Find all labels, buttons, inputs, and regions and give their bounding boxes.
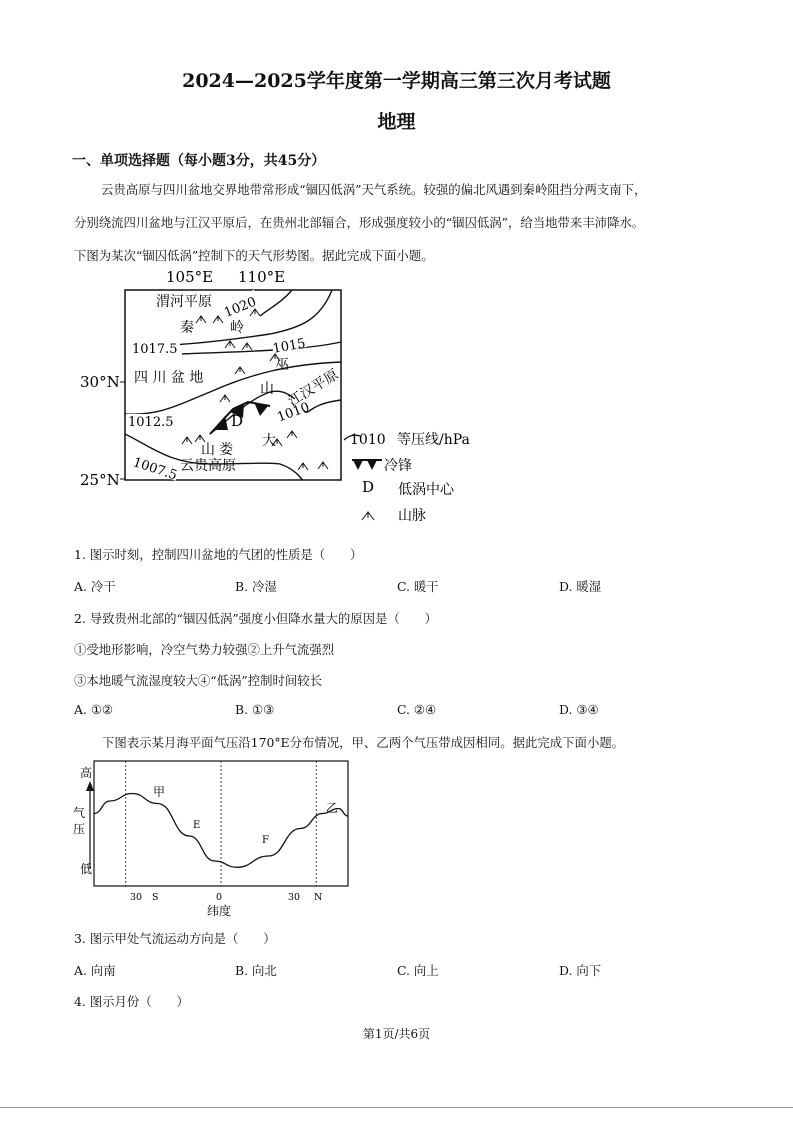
tick-n: N: [314, 892, 323, 903]
passage1-line3: 下图为某次“锢囚低涡”控制下的天气形势图。据此完成下面小题。: [74, 248, 434, 263]
y-label-low: 低: [80, 862, 93, 876]
lon-110: 110°E: [238, 268, 286, 286]
q3-option-c[interactable]: C. 向上: [397, 963, 439, 978]
legend-mountain-icon: [362, 512, 374, 520]
lat-30n: 30°N: [80, 373, 120, 391]
label-1007-5: 1007.5: [131, 455, 179, 484]
q3-option-a[interactable]: A. 向南: [74, 963, 116, 978]
pressure-chart: [70, 757, 360, 919]
q2-option-c[interactable]: C. ②④: [397, 702, 437, 717]
legend-isobar-value: 1010: [350, 432, 386, 448]
legend-cold-front: 冷锋: [384, 458, 412, 474]
passage1-line2: 分别绕流四川盆地与江汉平原后，在贵州北部辐合，形成强度较小的“锢囚低涡”，给当地带来丰沛降水。: [74, 215, 645, 230]
label-e: E: [193, 820, 201, 831]
tick-0: 0: [216, 892, 223, 903]
q3-option-d[interactable]: D. 向下: [559, 963, 602, 978]
bottom-divider: [0, 1107, 793, 1108]
q1-option-a[interactable]: A. 冷干: [74, 579, 116, 594]
q2-statements-1: ①受地形影响，冷空气势力较强②上升气流强烈: [74, 642, 335, 657]
label-1012-5: 1012.5: [128, 415, 174, 430]
y-label-ya: 压: [73, 822, 86, 836]
label-lou: 娄: [219, 442, 233, 458]
passage2: 下图表示某月海平面气压沿170°E分布情况，甲、乙两个气压带成因相同。据此完成下面小题。: [102, 735, 625, 750]
q2-statements-2: ③本地暖气流湿度较大④“低涡”控制时间较长: [74, 673, 323, 688]
exam-title: 2024—2025学年度第一学期高三第三次月考试题: [182, 70, 611, 92]
isobar-1020: [260, 290, 292, 316]
q2-option-b[interactable]: B. ①③: [235, 702, 275, 717]
label-1015: 1015: [271, 336, 307, 357]
label-yungui: 云贵高原: [180, 458, 236, 474]
label-shan: 山: [260, 381, 274, 397]
legend-D: D: [362, 478, 375, 496]
section-heading: 一、单项选择题（每小题3分，共45分）: [72, 153, 326, 169]
q1-option-c[interactable]: C. 暖干: [397, 579, 439, 594]
legend-mountain: 山脉: [398, 508, 426, 524]
label-yi: 乙: [326, 801, 339, 815]
q2-stem: 2. 导致贵州北部的“锢囚低涡”强度小但降水量大的原因是（ ）: [74, 611, 437, 626]
low-center-D: D: [231, 412, 244, 430]
label-1010: 1010: [275, 399, 312, 426]
label-shan2: 山: [201, 442, 215, 458]
weather-map: [70, 264, 500, 526]
label-weihe: 渭河平原: [156, 294, 212, 310]
q3-stem: 3. 图示甲处气流运动方向是（ ）: [74, 931, 276, 946]
q1-option-b[interactable]: B. 冷湿: [235, 579, 277, 594]
q2-option-d[interactable]: D. ③④: [559, 702, 599, 717]
label-ling: 岭: [230, 320, 244, 336]
label-1020: 1020: [222, 294, 259, 321]
legend-low-center: 低涡中心: [398, 482, 454, 498]
q2-option-a[interactable]: A. ①②: [74, 702, 114, 717]
tick-30s: 30: [130, 892, 143, 903]
y-label-qi: 气: [73, 806, 86, 820]
label-sichuan: 四 川 盆 地: [134, 370, 204, 386]
label-jia: 甲: [153, 785, 166, 799]
q1-stem: 1. 图示时刻，控制四川盆地的气团的性质是（ ）: [74, 547, 363, 562]
legend-front-triangle-1: [353, 460, 363, 470]
tick-s: S: [152, 892, 159, 903]
page-footer: 第1页/共6页: [362, 1027, 431, 1041]
legend-front-triangle-2: [367, 460, 377, 470]
passage1-line1: 云贵高原与四川盆地交界地带常形成“锢囚低涡”天气系统。较强的偏北风遇到秦岭阻挡分两支南下，: [101, 182, 647, 197]
lon-105: 105°E: [166, 268, 214, 286]
q3-option-b[interactable]: B. 向北: [235, 963, 277, 978]
y-label-high: 高: [80, 766, 93, 780]
label-qin: 秦: [180, 320, 194, 336]
y-axis-arrowhead: [86, 781, 94, 791]
label-jianghan: 江汉平原: [285, 366, 342, 410]
x-axis-label: 纬度: [207, 904, 232, 918]
q1-option-d[interactable]: D. 暖湿: [559, 579, 602, 594]
q4-stem: 4. 图示月份（ ）: [74, 994, 189, 1009]
lat-25n: 25°N: [80, 471, 120, 489]
tick-30n: 30: [288, 892, 301, 903]
isobar-1015: [182, 342, 341, 354]
label-f: F: [262, 835, 269, 846]
label-wu: 巫: [275, 357, 289, 373]
label-da: 大: [262, 433, 276, 449]
legend-isobar: 等压线/hPa: [397, 432, 470, 448]
label-1017-5: 1017.5: [132, 342, 178, 357]
subject-title: 地理: [377, 111, 416, 133]
